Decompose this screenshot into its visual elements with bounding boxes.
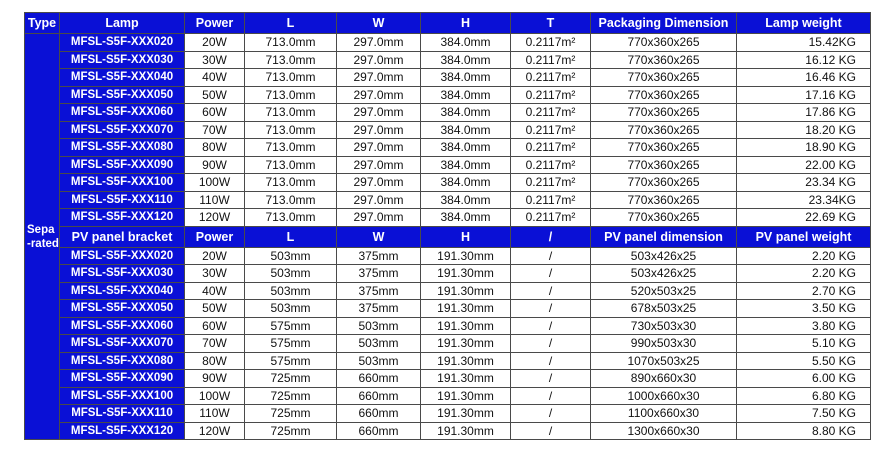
lamp-cell-dimension: 770x360x265 — [591, 69, 737, 87]
lamp-cell-model: MFSL-S5F-XXX030 — [60, 51, 185, 69]
pv-cell-dimension: 503x426x25 — [591, 265, 737, 283]
lamp-cell-t: 0.2117m² — [511, 104, 591, 122]
type-cell-line: -rated — [27, 237, 59, 250]
pv-cell-power: 70W — [185, 335, 245, 353]
lamp-cell-height: 384.0mm — [421, 86, 511, 104]
lamp-cell-power: 60W — [185, 104, 245, 122]
lamp-cell-t: 0.2117m² — [511, 34, 591, 52]
pv-header-weight: PV panel weight — [737, 226, 871, 247]
pv-row — [25, 265, 871, 283]
pv-cell-t: / — [511, 370, 591, 388]
lamp-cell-length: 713.0mm — [245, 104, 337, 122]
lamp-cell-dimension: 770x360x265 — [591, 51, 737, 69]
pv-cell-dimension: 678x503x25 — [591, 300, 737, 318]
lamp-row — [25, 34, 871, 52]
lamp-cell-weight: 18.20 KG — [737, 121, 871, 139]
lamp-cell-height: 384.0mm — [421, 51, 511, 69]
lamp-row — [25, 51, 871, 69]
lamp-header-height: H — [421, 13, 511, 34]
pv-cell-length: 503mm — [245, 265, 337, 283]
lamp-row — [25, 86, 871, 104]
lamp-cell-model: MFSL-S5F-XXX060 — [60, 104, 185, 122]
lamp-cell-width: 297.0mm — [337, 139, 421, 157]
pv-cell-model: MFSL-S5F-XXX110 — [60, 405, 185, 423]
pv-cell-length: 725mm — [245, 387, 337, 405]
pv-row — [25, 282, 871, 300]
lamp-cell-height: 384.0mm — [421, 191, 511, 209]
pv-row — [25, 387, 871, 405]
pv-cell-weight: 8.80 KG — [737, 422, 871, 440]
pv-cell-t: / — [511, 352, 591, 370]
lamp-cell-width: 297.0mm — [337, 121, 421, 139]
lamp-cell-t: 0.2117m² — [511, 209, 591, 227]
lamp-cell-t: 0.2117m² — [511, 51, 591, 69]
pv-cell-dimension: 520x503x25 — [591, 282, 737, 300]
pv-cell-dimension: 890x660x30 — [591, 370, 737, 388]
pv-cell-height: 191.30mm — [421, 282, 511, 300]
pv-row — [25, 422, 871, 440]
lamp-row — [25, 156, 871, 174]
pv-cell-width: 660mm — [337, 387, 421, 405]
pv-header-model: PV panel bracket — [60, 226, 185, 247]
lamp-cell-weight: 18.90 KG — [737, 139, 871, 157]
pv-cell-power: 20W — [185, 247, 245, 265]
lamp-cell-model: MFSL-S5F-XXX090 — [60, 156, 185, 174]
pv-row — [25, 370, 871, 388]
lamp-cell-model: MFSL-S5F-XXX110 — [60, 191, 185, 209]
lamp-cell-width: 297.0mm — [337, 174, 421, 192]
lamp-cell-model: MFSL-S5F-XXX080 — [60, 139, 185, 157]
lamp-cell-power: 50W — [185, 86, 245, 104]
pv-cell-weight: 3.80 KG — [737, 317, 871, 335]
type-header: Type — [25, 13, 60, 34]
pv-cell-weight: 5.10 KG — [737, 335, 871, 353]
lamp-cell-weight: 22.00 KG — [737, 156, 871, 174]
pv-cell-length: 575mm — [245, 352, 337, 370]
pv-cell-length: 503mm — [245, 282, 337, 300]
pv-cell-height: 191.30mm — [421, 422, 511, 440]
lamp-cell-model: MFSL-S5F-XXX050 — [60, 86, 185, 104]
pv-cell-weight: 6.80 KG — [737, 387, 871, 405]
pv-cell-t: / — [511, 265, 591, 283]
lamp-cell-power: 120W — [185, 209, 245, 227]
pv-cell-height: 191.30mm — [421, 335, 511, 353]
lamp-cell-width: 297.0mm — [337, 69, 421, 87]
pv-cell-length: 725mm — [245, 422, 337, 440]
pv-cell-length: 575mm — [245, 335, 337, 353]
lamp-cell-width: 297.0mm — [337, 156, 421, 174]
lamp-cell-length: 713.0mm — [245, 139, 337, 157]
lamp-header-model: Lamp — [60, 13, 185, 34]
lamp-cell-length: 713.0mm — [245, 86, 337, 104]
lamp-row — [25, 121, 871, 139]
pv-cell-power: 80W — [185, 352, 245, 370]
lamp-cell-dimension: 770x360x265 — [591, 156, 737, 174]
pv-cell-height: 191.30mm — [421, 300, 511, 318]
lamp-cell-t: 0.2117m² — [511, 191, 591, 209]
pv-cell-width: 375mm — [337, 282, 421, 300]
pv-cell-t: / — [511, 317, 591, 335]
pv-cell-t: / — [511, 300, 591, 318]
lamp-cell-height: 384.0mm — [421, 174, 511, 192]
lamp-cell-t: 0.2117m² — [511, 69, 591, 87]
lamp-cell-height: 384.0mm — [421, 34, 511, 52]
pv-cell-weight: 2.20 KG — [737, 265, 871, 283]
pv-row — [25, 300, 871, 318]
pv-cell-t: / — [511, 335, 591, 353]
lamp-row — [25, 209, 871, 227]
pv-cell-height: 191.30mm — [421, 265, 511, 283]
pv-cell-height: 191.30mm — [421, 317, 511, 335]
pv-cell-width: 503mm — [337, 352, 421, 370]
pv-cell-model: MFSL-S5F-XXX080 — [60, 352, 185, 370]
lamp-cell-model: MFSL-S5F-XXX070 — [60, 121, 185, 139]
lamp-row — [25, 69, 871, 87]
lamp-cell-weight: 22.69 KG — [737, 209, 871, 227]
lamp-cell-length: 713.0mm — [245, 34, 337, 52]
pv-header-power: Power — [185, 226, 245, 247]
lamp-cell-weight: 23.34 KG — [737, 174, 871, 192]
pv-cell-height: 191.30mm — [421, 405, 511, 423]
lamp-cell-weight: 16.46 KG — [737, 69, 871, 87]
lamp-cell-power: 70W — [185, 121, 245, 139]
lamp-cell-power: 100W — [185, 174, 245, 192]
lamp-cell-dimension: 770x360x265 — [591, 86, 737, 104]
type-cell — [25, 34, 60, 440]
pv-cell-power: 120W — [185, 422, 245, 440]
pv-cell-model: MFSL-S5F-XXX050 — [60, 300, 185, 318]
lamp-cell-power: 90W — [185, 156, 245, 174]
pv-cell-width: 660mm — [337, 422, 421, 440]
pv-cell-width: 375mm — [337, 300, 421, 318]
lamp-cell-power: 40W — [185, 69, 245, 87]
lamp-cell-height: 384.0mm — [421, 139, 511, 157]
lamp-cell-width: 297.0mm — [337, 191, 421, 209]
pv-cell-width: 503mm — [337, 335, 421, 353]
pv-cell-weight: 2.20 KG — [737, 247, 871, 265]
lamp-cell-model: MFSL-S5F-XXX040 — [60, 69, 185, 87]
pv-cell-height: 191.30mm — [421, 247, 511, 265]
lamp-cell-weight: 16.12 KG — [737, 51, 871, 69]
lamp-header-length: L — [245, 13, 337, 34]
pv-header-dimension: PV panel dimension — [591, 226, 737, 247]
pv-cell-t: / — [511, 282, 591, 300]
pv-cell-width: 660mm — [337, 405, 421, 423]
lamp-cell-dimension: 770x360x265 — [591, 191, 737, 209]
pv-row — [25, 352, 871, 370]
pv-row — [25, 247, 871, 265]
lamp-cell-t: 0.2117m² — [511, 86, 591, 104]
lamp-cell-power: 110W — [185, 191, 245, 209]
lamp-header-row — [25, 13, 871, 34]
pv-cell-model: MFSL-S5F-XXX090 — [60, 370, 185, 388]
lamp-cell-model: MFSL-S5F-XXX120 — [60, 209, 185, 227]
pv-cell-model: MFSL-S5F-XXX060 — [60, 317, 185, 335]
lamp-cell-length: 713.0mm — [245, 191, 337, 209]
lamp-cell-model: MFSL-S5F-XXX020 — [60, 34, 185, 52]
pv-cell-power: 100W — [185, 387, 245, 405]
pv-cell-width: 375mm — [337, 247, 421, 265]
pv-cell-model: MFSL-S5F-XXX040 — [60, 282, 185, 300]
pv-cell-height: 191.30mm — [421, 352, 511, 370]
pv-cell-height: 191.30mm — [421, 370, 511, 388]
lamp-cell-height: 384.0mm — [421, 121, 511, 139]
lamp-row — [25, 174, 871, 192]
pv-cell-width: 660mm — [337, 370, 421, 388]
pv-cell-model: MFSL-S5F-XXX100 — [60, 387, 185, 405]
lamp-cell-power: 80W — [185, 139, 245, 157]
pv-cell-width: 503mm — [337, 317, 421, 335]
lamp-header-dimension: Packaging Dimension — [591, 13, 737, 34]
lamp-cell-width: 297.0mm — [337, 34, 421, 52]
pv-cell-t: / — [511, 247, 591, 265]
pv-cell-weight: 3.50 KG — [737, 300, 871, 318]
lamp-cell-dimension: 770x360x265 — [591, 139, 737, 157]
lamp-cell-height: 384.0mm — [421, 156, 511, 174]
pv-cell-weight: 6.00 KG — [737, 370, 871, 388]
pv-cell-dimension: 1000x660x30 — [591, 387, 737, 405]
lamp-cell-weight: 17.16 KG — [737, 86, 871, 104]
lamp-cell-t: 0.2117m² — [511, 156, 591, 174]
pv-header-width: W — [337, 226, 421, 247]
pv-header-t: / — [511, 226, 591, 247]
pv-cell-model: MFSL-S5F-XXX030 — [60, 265, 185, 283]
lamp-row — [25, 104, 871, 122]
pv-cell-dimension: 503x426x25 — [591, 247, 737, 265]
pv-row — [25, 317, 871, 335]
pv-cell-weight: 7.50 KG — [737, 405, 871, 423]
pv-cell-power: 60W — [185, 317, 245, 335]
pv-cell-power: 50W — [185, 300, 245, 318]
lamp-cell-length: 713.0mm — [245, 69, 337, 87]
lamp-cell-width: 297.0mm — [337, 86, 421, 104]
lamp-cell-height: 384.0mm — [421, 69, 511, 87]
spec-table — [24, 12, 871, 440]
pv-cell-dimension: 730x503x30 — [591, 317, 737, 335]
pv-cell-power: 40W — [185, 282, 245, 300]
pv-cell-weight: 2.70 KG — [737, 282, 871, 300]
lamp-cell-model: MFSL-S5F-XXX100 — [60, 174, 185, 192]
pv-cell-dimension: 1100x660x30 — [591, 405, 737, 423]
pv-cell-height: 191.30mm — [421, 387, 511, 405]
pv-cell-dimension: 1070x503x25 — [591, 352, 737, 370]
lamp-cell-width: 297.0mm — [337, 209, 421, 227]
pv-cell-power: 90W — [185, 370, 245, 388]
lamp-cell-length: 713.0mm — [245, 51, 337, 69]
lamp-cell-length: 713.0mm — [245, 209, 337, 227]
lamp-cell-t: 0.2117m² — [511, 174, 591, 192]
pv-cell-length: 575mm — [245, 317, 337, 335]
pv-row — [25, 335, 871, 353]
pv-cell-t: / — [511, 387, 591, 405]
pv-header-row — [25, 226, 871, 247]
lamp-cell-height: 384.0mm — [421, 104, 511, 122]
pv-cell-length: 725mm — [245, 405, 337, 423]
pv-cell-width: 375mm — [337, 265, 421, 283]
lamp-cell-length: 713.0mm — [245, 174, 337, 192]
lamp-header-weight: Lamp weight — [737, 13, 871, 34]
lamp-cell-t: 0.2117m² — [511, 121, 591, 139]
pv-cell-weight: 5.50 KG — [737, 352, 871, 370]
lamp-cell-power: 20W — [185, 34, 245, 52]
lamp-cell-dimension: 770x360x265 — [591, 121, 737, 139]
lamp-header-power: Power — [185, 13, 245, 34]
pv-cell-power: 110W — [185, 405, 245, 423]
type-cell-line: Sepa — [27, 223, 55, 236]
pv-cell-model: MFSL-S5F-XXX020 — [60, 247, 185, 265]
lamp-row — [25, 139, 871, 157]
pv-header-length: L — [245, 226, 337, 247]
lamp-row — [25, 191, 871, 209]
pv-cell-t: / — [511, 422, 591, 440]
lamp-cell-length: 713.0mm — [245, 121, 337, 139]
pv-cell-length: 503mm — [245, 300, 337, 318]
lamp-cell-weight: 17.86 KG — [737, 104, 871, 122]
pv-row — [25, 405, 871, 423]
lamp-cell-dimension: 770x360x265 — [591, 209, 737, 227]
pv-cell-dimension: 990x503x30 — [591, 335, 737, 353]
pv-header-height: H — [421, 226, 511, 247]
pv-cell-model: MFSL-S5F-XXX120 — [60, 422, 185, 440]
lamp-cell-weight: 15.42KG — [737, 34, 871, 52]
lamp-cell-height: 384.0mm — [421, 209, 511, 227]
pv-cell-t: / — [511, 405, 591, 423]
pv-cell-model: MFSL-S5F-XXX070 — [60, 335, 185, 353]
lamp-cell-dimension: 770x360x265 — [591, 104, 737, 122]
lamp-cell-length: 713.0mm — [245, 156, 337, 174]
lamp-cell-width: 297.0mm — [337, 104, 421, 122]
lamp-header-width: W — [337, 13, 421, 34]
pv-cell-dimension: 1300x660x30 — [591, 422, 737, 440]
lamp-cell-t: 0.2117m² — [511, 139, 591, 157]
lamp-cell-dimension: 770x360x265 — [591, 34, 737, 52]
lamp-cell-weight: 23.34KG — [737, 191, 871, 209]
pv-cell-length: 503mm — [245, 247, 337, 265]
lamp-cell-width: 297.0mm — [337, 51, 421, 69]
lamp-cell-power: 30W — [185, 51, 245, 69]
pv-cell-length: 725mm — [245, 370, 337, 388]
lamp-header-t: T — [511, 13, 591, 34]
lamp-cell-dimension: 770x360x265 — [591, 174, 737, 192]
pv-cell-power: 30W — [185, 265, 245, 283]
